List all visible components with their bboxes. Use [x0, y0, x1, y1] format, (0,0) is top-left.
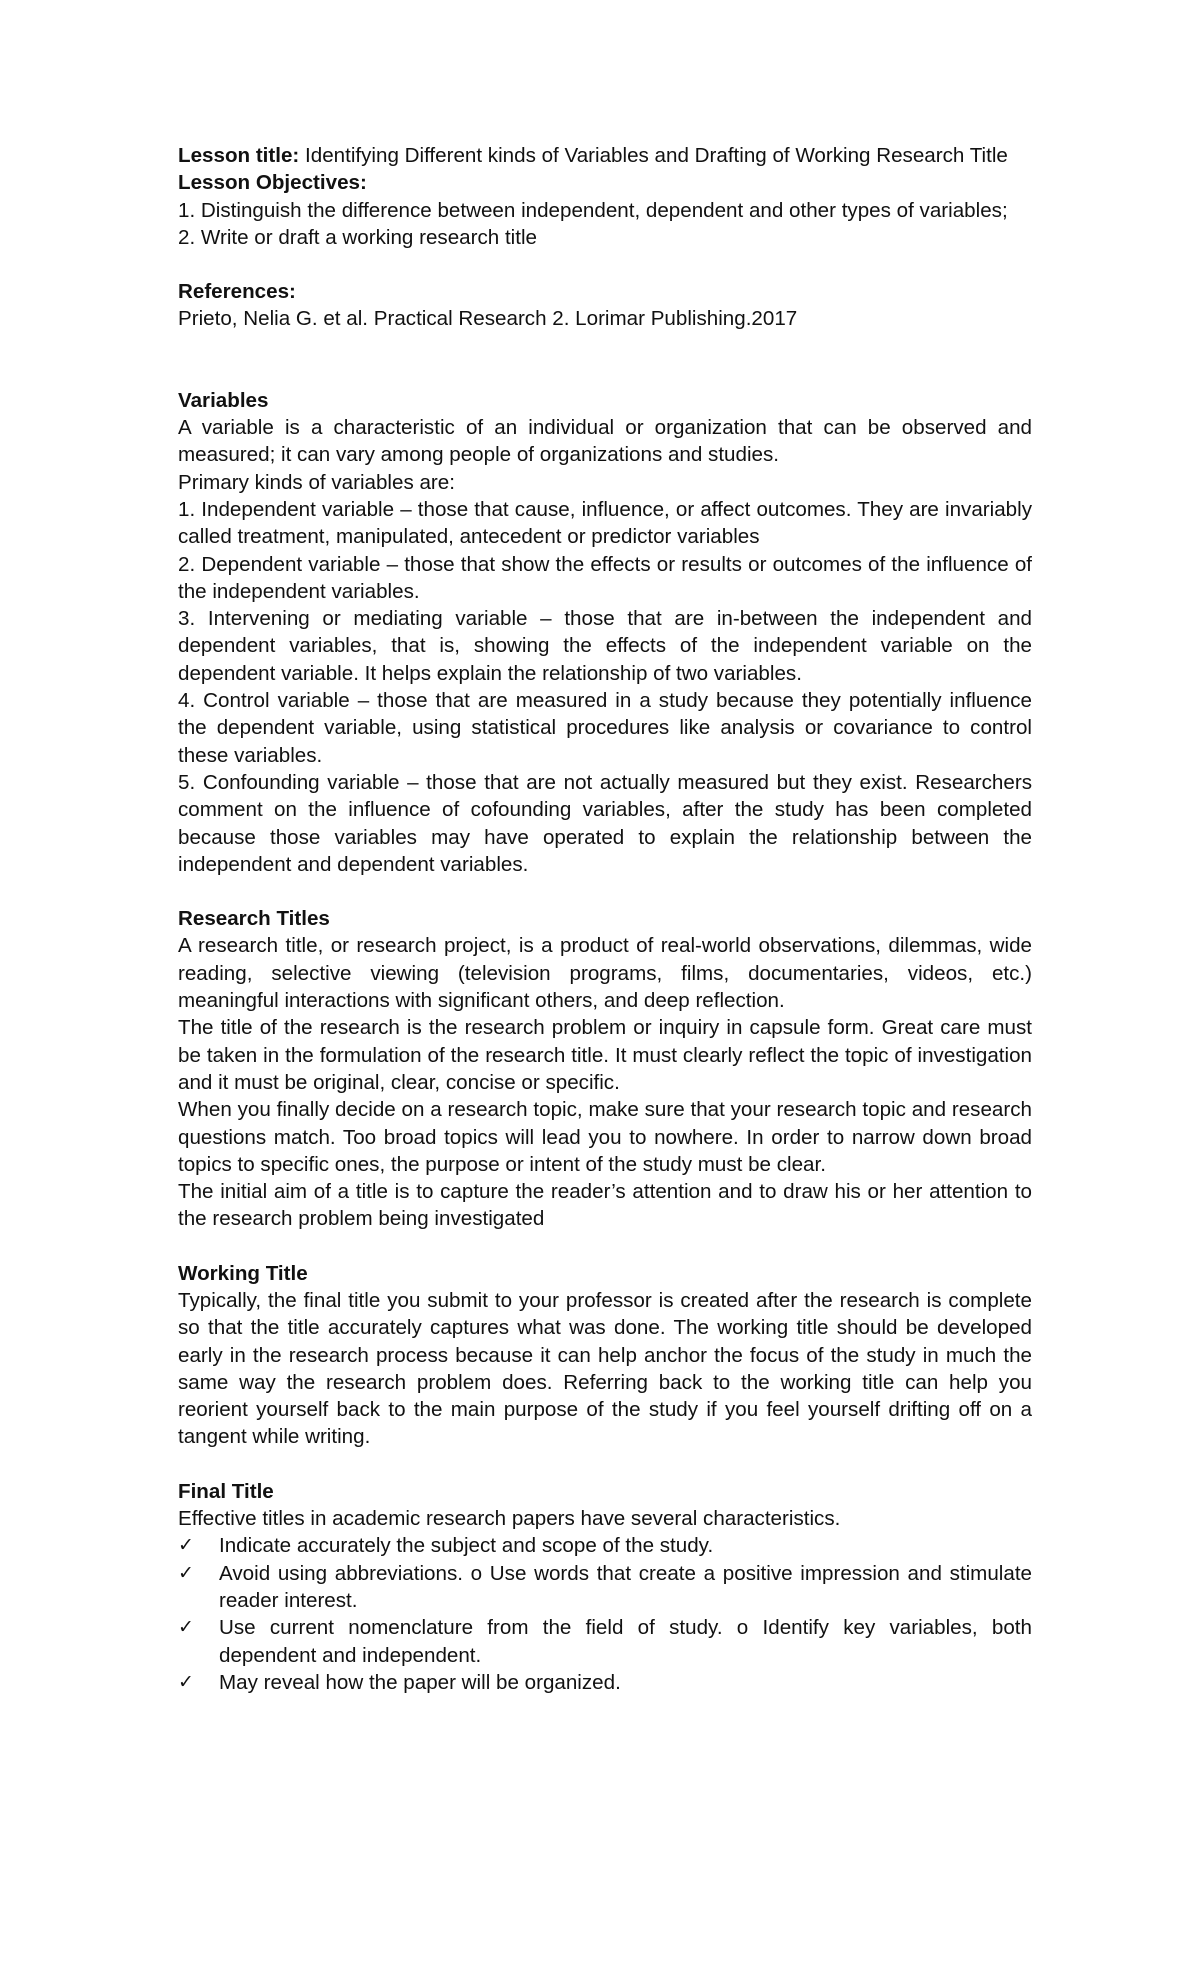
working-title-paragraph: Typically, the final title you submit to your professor is created after the research is complete so that the title accurately captures what was done. The working title should be developed early in the research process because it can help anchor the focus of the study in much the same way the research problem does. Referring back to the working title can help you reorient yourself back to the main purpose of the study if you feel yourself drifting off on a tangent while writing. [178, 1288, 1032, 1449]
checklist-item-text: Avoid using abbreviations. o Use words that create a positive impression and stimulate reader interest. [219, 1561, 1032, 1612]
spacer [178, 333, 1032, 387]
lesson-title-value: Identifying Different kinds of Variables and Drafting of Working Research Title [305, 144, 1008, 167]
final-title-heading: Final Title [178, 1479, 274, 1503]
final-title-checklist [178, 1532, 1032, 1696]
lesson-title [178, 142, 1032, 169]
research-titles-paragraph: The initial aim of a title is to capture the reader’s attention and to draw his or her attention to the research problem being investigated [178, 1180, 1032, 1231]
objectives-label: Lesson Objectives: [178, 171, 367, 195]
lesson-title-label: Lesson title: [178, 144, 300, 167]
check-icon: ✓ [178, 1561, 194, 1584]
research-titles-paragraph: The title of the research is the research problem or inquiry in capsule form. Great care must be taken in the formulation of the research title. It must clearly reflect the topic of investigation and it must be original, clear, concise or specific. [178, 1016, 1032, 1094]
check-icon: ✓ [178, 1534, 194, 1557]
research-titles-paragraph: A research title, or research project, is a product of real-world observations, dilemmas, wide reading, selective viewing (television programs, films, documentaries, videos, etc.) meaningful interactions with significant others, and deep reflection. [178, 934, 1032, 1013]
spacer [178, 251, 1032, 278]
variable-kind-item: 4. Control variable – those that are measured in a study because they potentially influence the dependent variable, using statistical procedures like analysis or covariance to control these variables. [178, 689, 1032, 767]
variable-kind-item: 1. Independent variable – those that cause, influence, or affect outcomes. They are invariably called treatment, manipulated, antecedent or predictor variables [178, 497, 1032, 549]
variables-heading: Variables [178, 388, 269, 412]
check-icon: ✓ [178, 1616, 194, 1639]
check-icon: ✓ [178, 1670, 194, 1693]
checklist-item-text: Indicate accurately the subject and scope of the study. [219, 1534, 714, 1558]
variable-kind-item: 5. Confounding variable – those that are not actually measured but they exist. Researchers comment on the influence of cofounding variables, after the study has been completed because those variables may have operated to explain the relationship between the independent and dependent variables. [178, 770, 1032, 876]
objective-item: 2. Write or draft a working research title [178, 225, 538, 249]
spacer [178, 878, 1032, 905]
variables-intro: A variable is a characteristic of an individual or organization that can be observed and measured; it can vary among people of organizations and studies. [178, 416, 1032, 467]
checklist-item [178, 1669, 1032, 1696]
checklist-item [178, 1560, 1032, 1615]
final-title-intro: Effective titles in academic research papers have several characteristics. [178, 1507, 841, 1531]
checklist-item-text: Use current nomenclature from the field of study. o Identify key variables, both dependent and independent. [219, 1616, 1032, 1667]
checklist-item [178, 1614, 1032, 1669]
references-label: References: [178, 280, 296, 304]
research-titles-heading: Research Titles [178, 907, 330, 931]
spacer [178, 1233, 1032, 1260]
variables-kinds-intro: Primary kinds of variables are: [178, 470, 455, 494]
working-title-heading: Working Title [178, 1261, 308, 1285]
research-titles-paragraph: When you finally decide on a research topic, make sure that your research topic and research questions match. Too broad topics will lead you to nowhere. In order to narrow down broad topics to specific ones, the purpose or intent of the study must be clear. [178, 1098, 1032, 1176]
checklist-item-text: May reveal how the paper will be organized. [219, 1670, 621, 1694]
variable-kind-item: 2. Dependent variable – those that show the effects or results or outcomes of the influence of the independent variables. [178, 552, 1032, 603]
reference-item: Prieto, Nelia G. et al. Practical Research 2. Lorimar Publishing.2017 [178, 307, 798, 331]
objective-item: 1. Distinguish the difference between independent, dependent and other types of variables; [178, 198, 1008, 222]
checklist-item [178, 1532, 1032, 1559]
document-page [178, 142, 1032, 1696]
spacer [178, 1451, 1032, 1478]
variable-kind-item: 3. Intervening or mediating variable – those that are in-between the independent and dependent variables, that is, showing the effects of the independent variable on the dependent variable. It helps explain the relationship of two variables. [178, 607, 1032, 685]
